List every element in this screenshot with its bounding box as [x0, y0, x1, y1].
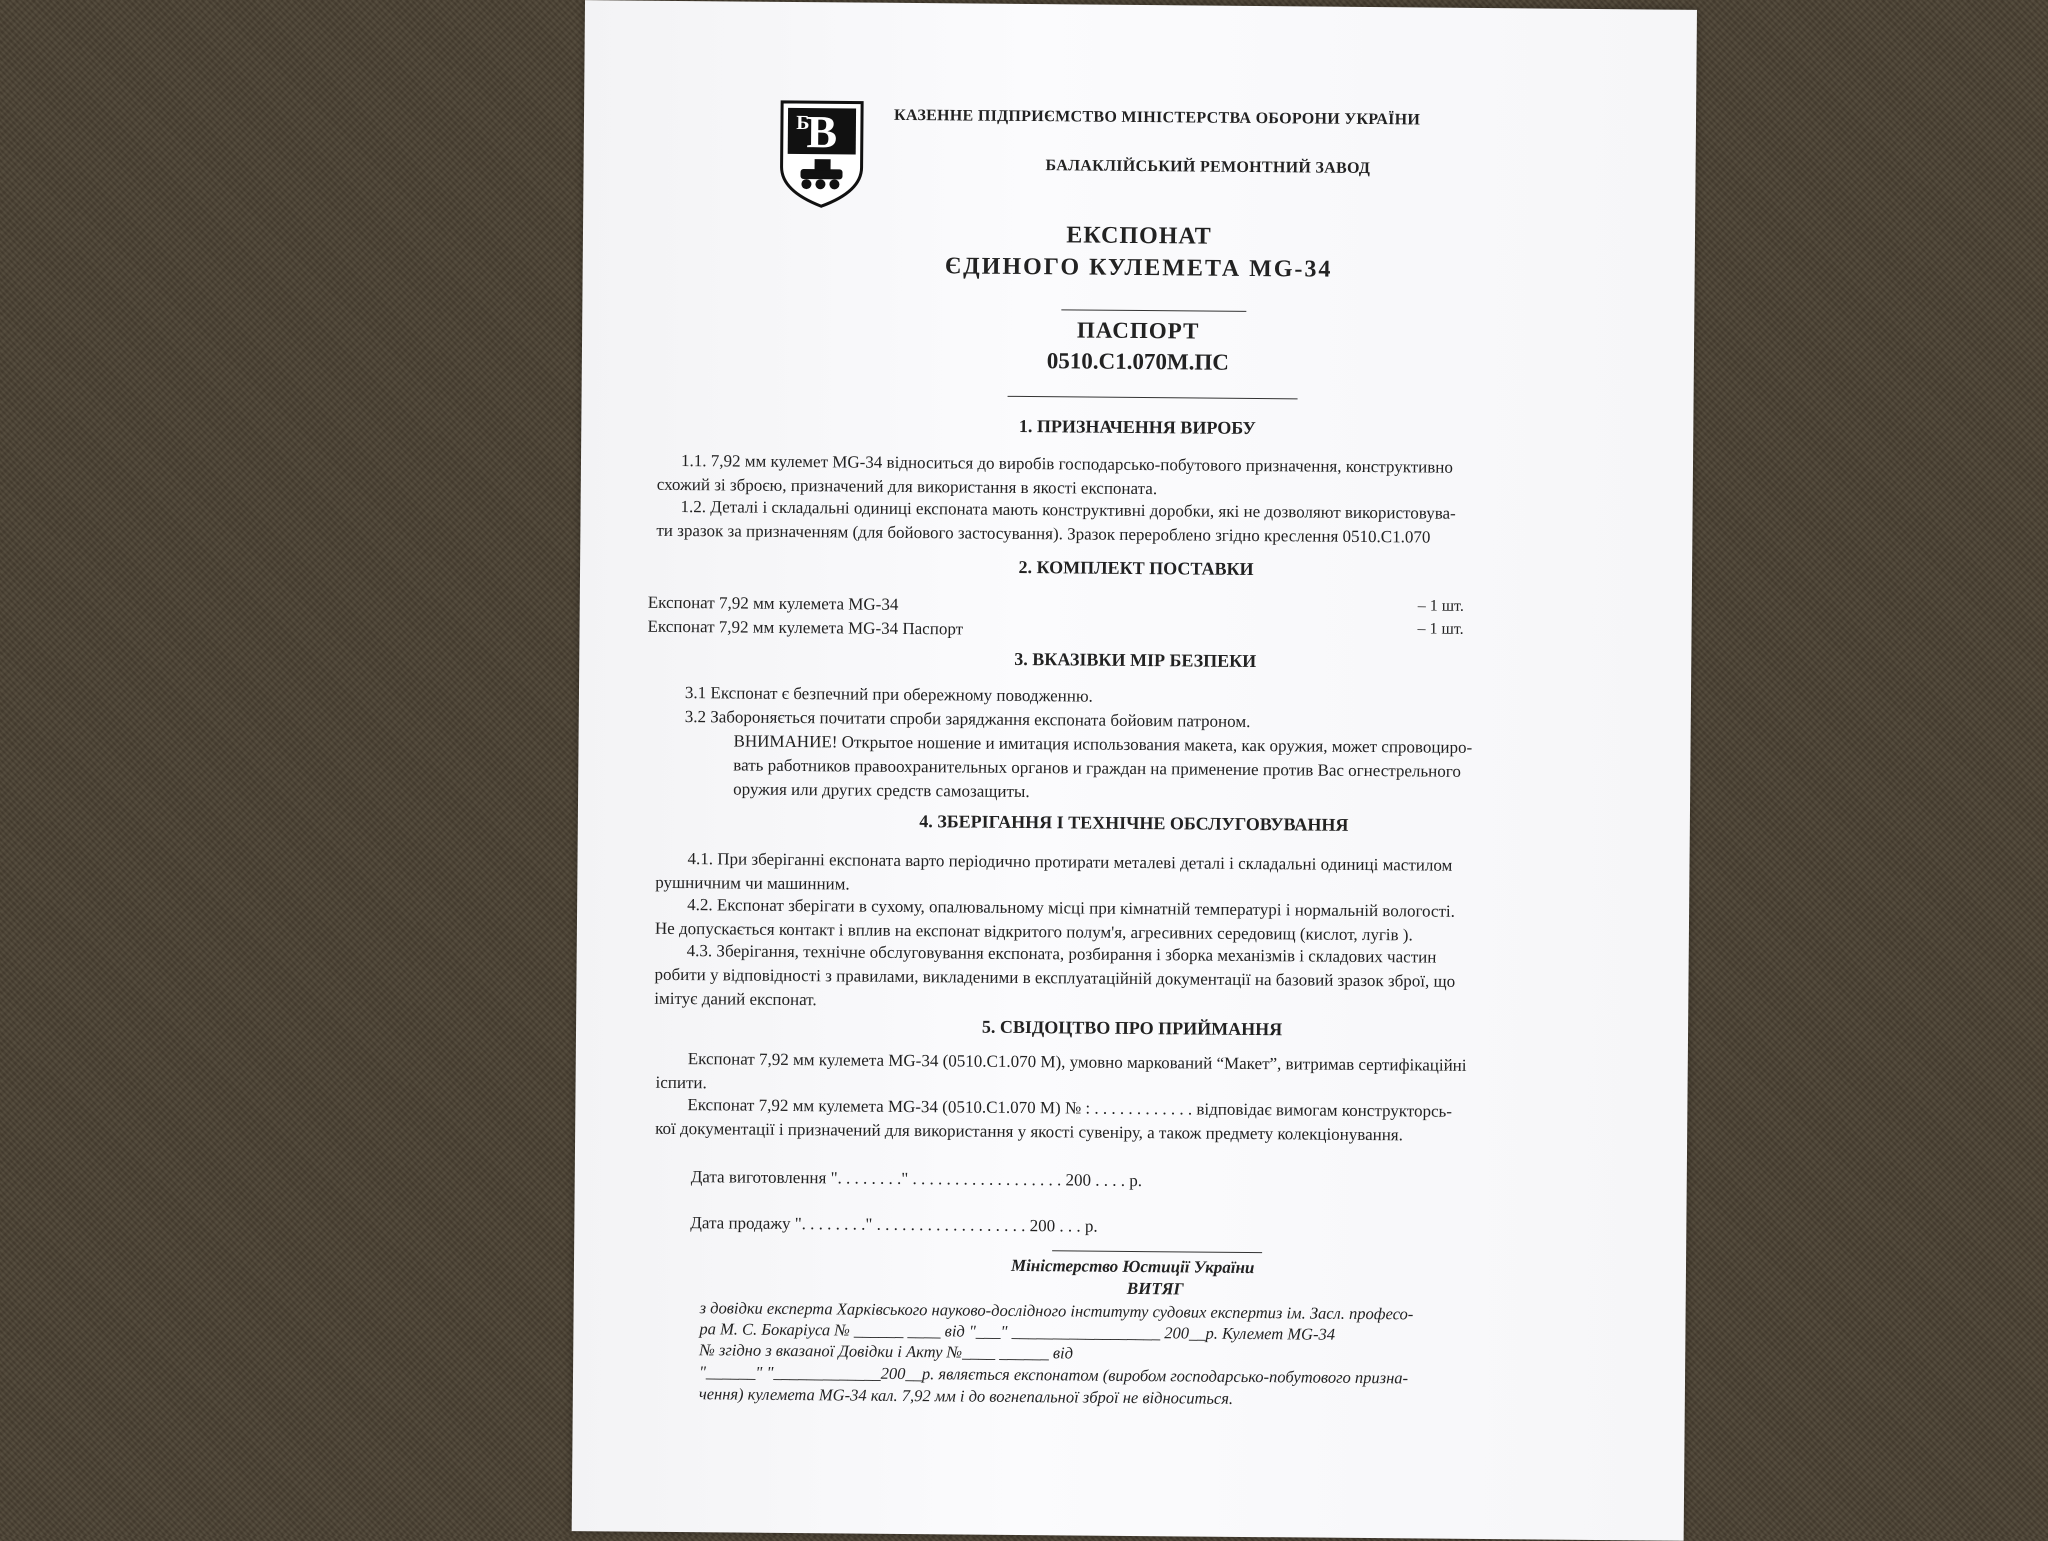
- section-text: 3.2 Забороняється почитати спроби заряджання експоната бойовим патроном.: [684, 707, 1251, 731]
- section-text: 4.2. Експонат зберігати в сухому, опалювальному місці при кімнатній температурі і нормальній вологості.: [687, 895, 1456, 921]
- section-text: 1.1. 7,92 мм кулемет MG-34 відноситься до виробів господарсько-побутового призначення, конструктивно: [680, 451, 1454, 477]
- extract-text: чення) кулемета MG-34 кал. 7,92 мм і до вогнепальної зброї не відноситься.: [698, 1384, 1234, 1408]
- section-heading: 5. СВІДОЦТВО ПРО ПРИЙМАННЯ: [981, 1016, 1283, 1040]
- doc-number: 0510.С1.070М.ПС: [1046, 348, 1230, 375]
- section-text: 3.1 Експонат є безпечний при обережному поводженню.: [684, 683, 1093, 706]
- divider: [1061, 309, 1246, 312]
- extract-text: з довідки експерта Харківського науково-дослідного інституту судових експертиз ім. Засл. професо-: [699, 1298, 1414, 1324]
- section-text: 1.2. Деталі і складальні одиниці експоната мають конструктивні доробки, які не дозволяют використовува-: [680, 497, 1456, 523]
- section-text: схожий зі зброєю, призначений для використання в якості експоната.: [656, 474, 1158, 499]
- extract-text: "______" "_____________200__р. являється експонатом (виробом господарсько-побутового призна-: [698, 1362, 1409, 1388]
- extract-text: № згідно з вказаної Довідки і Акту №____ ______ від: [699, 1340, 1074, 1363]
- section-heading: 4. ЗБЕРІГАННЯ І ТЕХНІЧНЕ ОБСЛУГОВУВАННЯ: [919, 811, 1349, 835]
- org-name: КАЗЕННЕ ПІДПРИЄМСТВО МІНІСТЕРСТВА ОБОРОНИ УКРАЇНИ: [893, 106, 1421, 129]
- divider: [1052, 1250, 1262, 1253]
- passport-document: [572, 0, 1697, 1541]
- sale-date: Дата продажу ". . . . . . . ." . . . . . . . . . . . . . . . . . . 200 . . . р.: [690, 1213, 1098, 1236]
- section-text: 4.1. При зберіганні експоната варто періодично протирати металеві деталі і складальні одиниці мастилом: [687, 849, 1453, 875]
- section-text: кої документації і призначений для використання у якості сувеніру, а також предмету колекціонування.: [655, 1118, 1404, 1145]
- section-text: оружия или других средств самозащиты.: [733, 779, 1030, 802]
- section-text: ти зразок за призначенням (для бойового застосування). Зразок перероблено згідно креслення 0510.С1.070: [656, 520, 1431, 547]
- svg-text:Б: Б: [796, 111, 810, 135]
- factory-name: БАЛАКЛІЙСЬКИЙ РЕМОНТНИЙ ЗАВОД: [1045, 157, 1371, 178]
- list-item-qty: – 1 шт.: [1417, 597, 1464, 615]
- section-text: Не допускається контакт і вплив на експонат відкритого полум'я, агресивних середовищ (кислот, лугів ).: [654, 918, 1413, 945]
- section-text: робити у відповідності з правилами, викладеними в експлуатаційній документації на базовий зразок зброї, що: [654, 964, 1456, 991]
- list-item-name: Експонат 7,92 мм кулемета MG-34 Паспорт: [647, 616, 964, 639]
- factory-logo-shield: [778, 99, 865, 210]
- list-item-name: Експонат 7,92 мм кулемета MG-34: [647, 592, 899, 614]
- extract-heading: ВИТЯГ: [1126, 1278, 1184, 1299]
- section-text: 4.3. Зберігання, технічне обслуговування експоната, розбирання і зборка механізмів і складових частин: [686, 941, 1437, 967]
- section-text: іспити.: [655, 1072, 707, 1093]
- list-item-qty: – 1 шт.: [1417, 620, 1464, 638]
- section-text: рушничним чи машинним.: [655, 872, 850, 894]
- doc-title-line1: ЕКСПОНАТ: [1066, 222, 1212, 250]
- ministry-name: Міністерство Юстиції України: [1010, 1255, 1255, 1278]
- section-heading: 3. ВКАЗІВКИ МІР БЕЗПЕКИ: [1014, 648, 1257, 672]
- doc-title-passport: ПАСПОРТ: [1076, 317, 1200, 344]
- section-text: вать работников правоохранительных органов и граждан на применение против Вас огнестрельного: [733, 755, 1461, 781]
- divider: [1008, 396, 1298, 400]
- svg-text:B: B: [806, 106, 838, 158]
- section-text: ВНИМАНИЕ! Открытое ношение и имитация использования макета, как оружия, может спровоциро-: [733, 731, 1473, 757]
- section-text: Експонат 7,92 мм кулемета MG-34 (0510.С1.070 М) № : . . . . . . . . . . . . відповідає вимогам конструкторсь-: [687, 1095, 1453, 1121]
- section-heading: 1. ПРИЗНАЧЕННЯ ВИРОБУ: [1018, 415, 1256, 439]
- section-heading: 2. КОМПЛЕКТ ПОСТАВКИ: [1018, 556, 1254, 580]
- section-text: Експонат 7,92 мм кулемета MG-34 (0510.С1.070 М), умовно маркований “Макет”, витримав сертифікаційні: [687, 1049, 1467, 1075]
- manufacture-date: Дата виготовлення ". . . . . . . ." . . . . . . . . . . . . . . . . . . 200 . . . . р.: [690, 1167, 1143, 1191]
- section-text: імітує даний експонат.: [654, 988, 817, 1010]
- doc-title-line2: ЄДИНОГО КУЛЕМЕТА MG-34: [944, 253, 1333, 283]
- extract-text: ра М. С. Бокаріуса № ______ ____ від "___" __________________ 200__р. Кулемет MG-34: [699, 1319, 1336, 1344]
